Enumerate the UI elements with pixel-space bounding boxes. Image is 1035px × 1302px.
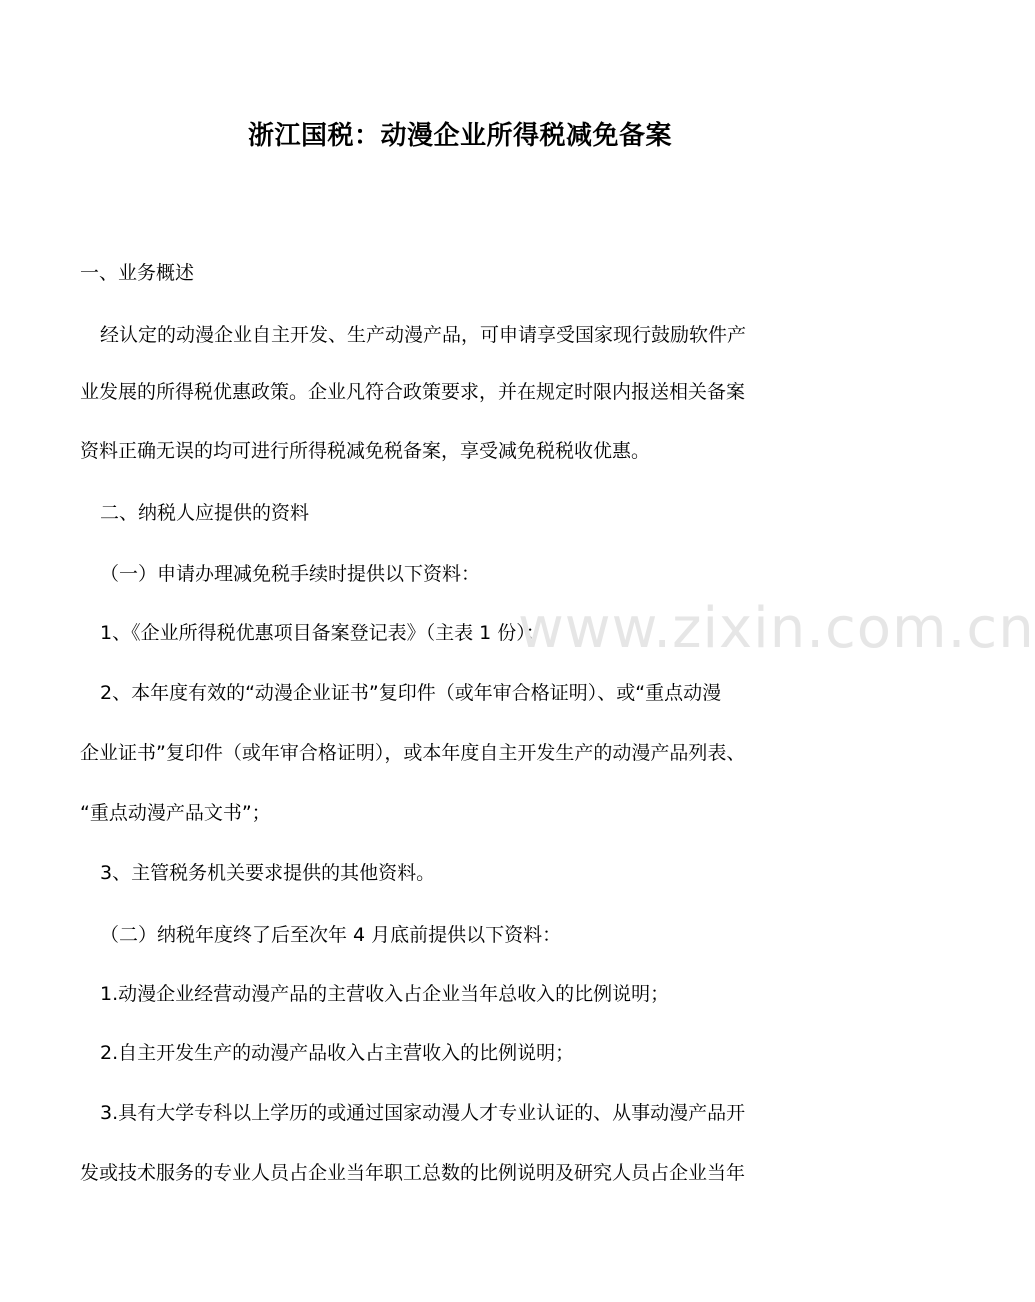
list-item: 2.自主开发生产的动漫产品收入占主营收入的比例说明；	[100, 1042, 575, 1064]
list-item: 1.动漫企业经营动漫产品的主营收入占企业当年总收入的比例说明；	[100, 983, 670, 1005]
list-item: 1、《企业所得税优惠项目备案登记表》（主表 1 份）；	[100, 622, 545, 644]
paragraph-line: 业发展的所得税优惠政策。企业凡符合政策要求，并在规定时限内报送相关备案	[80, 381, 746, 403]
document-title: 浙江国税：动漫企业所得税减免备案	[247, 121, 672, 151]
list-item: 2、本年度有效的“动漫企业证书”复印件（或年审合格证明）、或“重点动漫	[100, 682, 722, 704]
watermark: www.zixin.com.cn	[518, 596, 1035, 661]
section-heading-overview: 一、业务概述	[80, 262, 195, 284]
subsection-heading-2: （二）纳税年度终了后至次年 4 月底前提供以下资料：	[100, 924, 562, 946]
section-heading-materials: 二、纳税人应提供的资料	[100, 502, 310, 524]
paragraph-line: 发或技术服务的专业人员占企业当年职工总数的比例说明及研究人员占企业当年	[80, 1162, 746, 1184]
subsection-heading-1: （一）申请办理减免税手续时提供以下资料：	[100, 563, 481, 585]
list-item: 3、主管税务机关要求提供的其他资料。	[100, 862, 436, 884]
paragraph-line: 资料正确无误的均可进行所得税减免税备案，享受减免税税收优惠。	[80, 440, 651, 462]
paragraph-line: 经认定的动漫企业自主开发、生产动漫产品，可申请享受国家现行鼓励软件产	[100, 324, 747, 346]
list-item: 3.具有大学专科以上学历的或通过国家动漫人才专业认证的、从事动漫产品开	[100, 1102, 746, 1124]
paragraph-line: 企业证书”复印件（或年审合格证明），或本年度自主开发生产的动漫产品列表、	[80, 742, 746, 764]
paragraph-line: “重点动漫产品文书”；	[80, 802, 271, 824]
